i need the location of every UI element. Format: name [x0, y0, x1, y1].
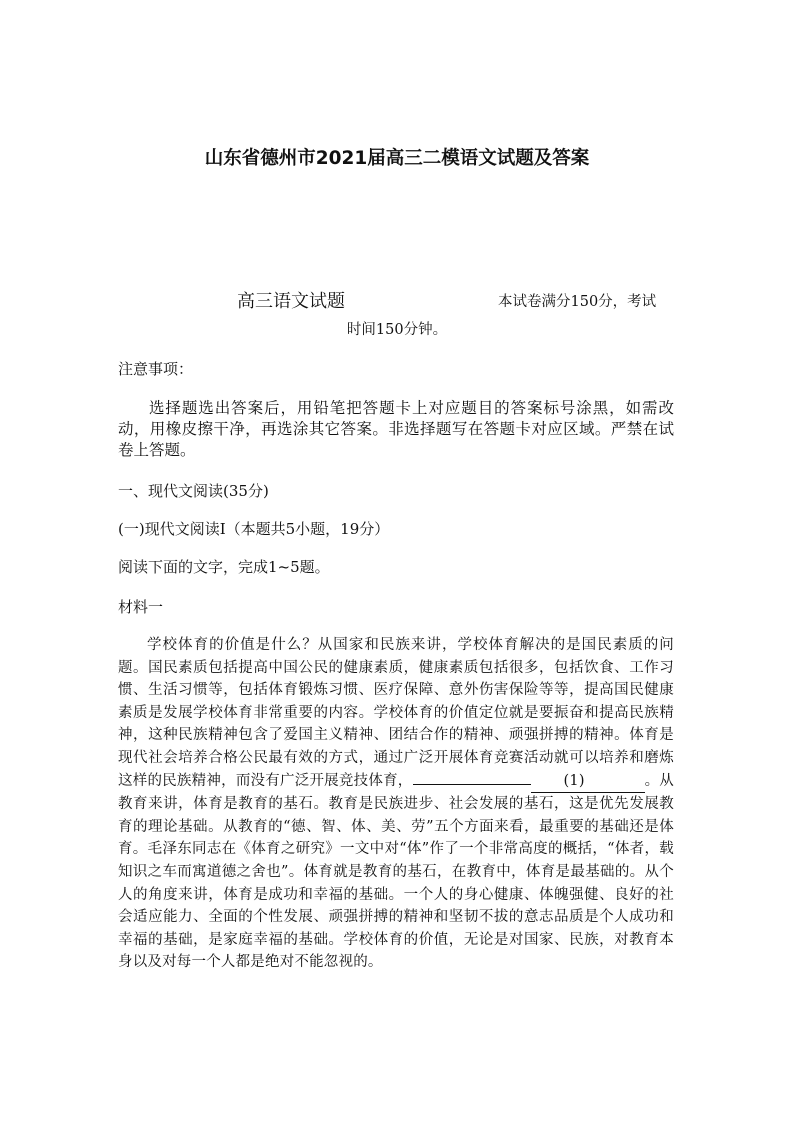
blank-number: (1) — [531, 770, 645, 794]
reading-instruction: 阅读下面的文字，完成1~5题。 — [118, 558, 330, 576]
material-label: 材料一 — [118, 598, 164, 616]
exam-score-note: 本试卷满分150分，考试 — [498, 294, 657, 310]
answer-blank — [413, 784, 531, 785]
document-title: 山东省德州市2021届高三二模语文试题及答案 — [204, 148, 590, 169]
passage-paragraph — [118, 634, 674, 974]
passage-part-2: 。从教育来讲，体育是教育的基石。教育是民族进步、社会发展的基石，这是优先发展教育的理论基础。从教育的“德、智、体、美、劳”五个方面来看，最重要的基础还是体育。毛泽东同志在《体育之研究》一文中对“体”作了一个非常高度的概括，“体者，载知识之车而寓道德之舍也”。体育就是教育的基石，在教育中，体育是最基础的。从个人的角度来讲，体育是成功和幸福的基础。一个人的身心健康、体魄强健、良好的社会适应能力、全面的个性发展、顽强拼搏的精神和坚韧不拔的意志品质是个人成功和幸福的基础，是家庭幸福的基础。学校体育的价值，无论是对国家、民族，对教育本身以及对每一个人都是绝对不能忽视的。 — [118, 772, 675, 971]
section-heading: 一、现代文阅读(35分) — [118, 482, 269, 500]
notice-heading: 注意事项： — [118, 360, 194, 378]
exam-name: 高三语文试题 — [237, 291, 345, 312]
exam-header — [0, 287, 794, 311]
subsection-heading: (一)现代文阅读Ⅰ（本题共5小题，19分） — [118, 520, 390, 538]
exam-time-note: 时间150分钟。 — [346, 322, 448, 338]
notice-text: 选择题选出答案后，用铅笔把答题卡上对应题目的答案标号涂黑，如需改动，用橡皮擦干净，再选涂其它答案。非选择题写在答题卡对应区域。严禁在试卷上答题。 — [118, 399, 674, 459]
passage-part-1: 学校体育的价值是什么？从国家和民族来讲，学校体育解决的是国民素质的问题。国民素质包括提高中国公民的健康素质，健康素质包括很多，包括饮食、工作习惯、生活习惯等，包括体育锻炼习惯、医疗保障、意外伤害保险等等，提高国民健康素质是发展学校体育非常重要的内容。学校体育的价值定位就是要振奋和提高民族精神，这种民族精神包含了爱国主义精神、团结合作的精神、顽强拼搏的精神。体育是现代社会培养合格公民最有效的方式，通过广泛开展体育竞赛活动就可以培养和磨炼这样的民族精神，而没有广泛开展竞技体育， — [118, 637, 674, 789]
